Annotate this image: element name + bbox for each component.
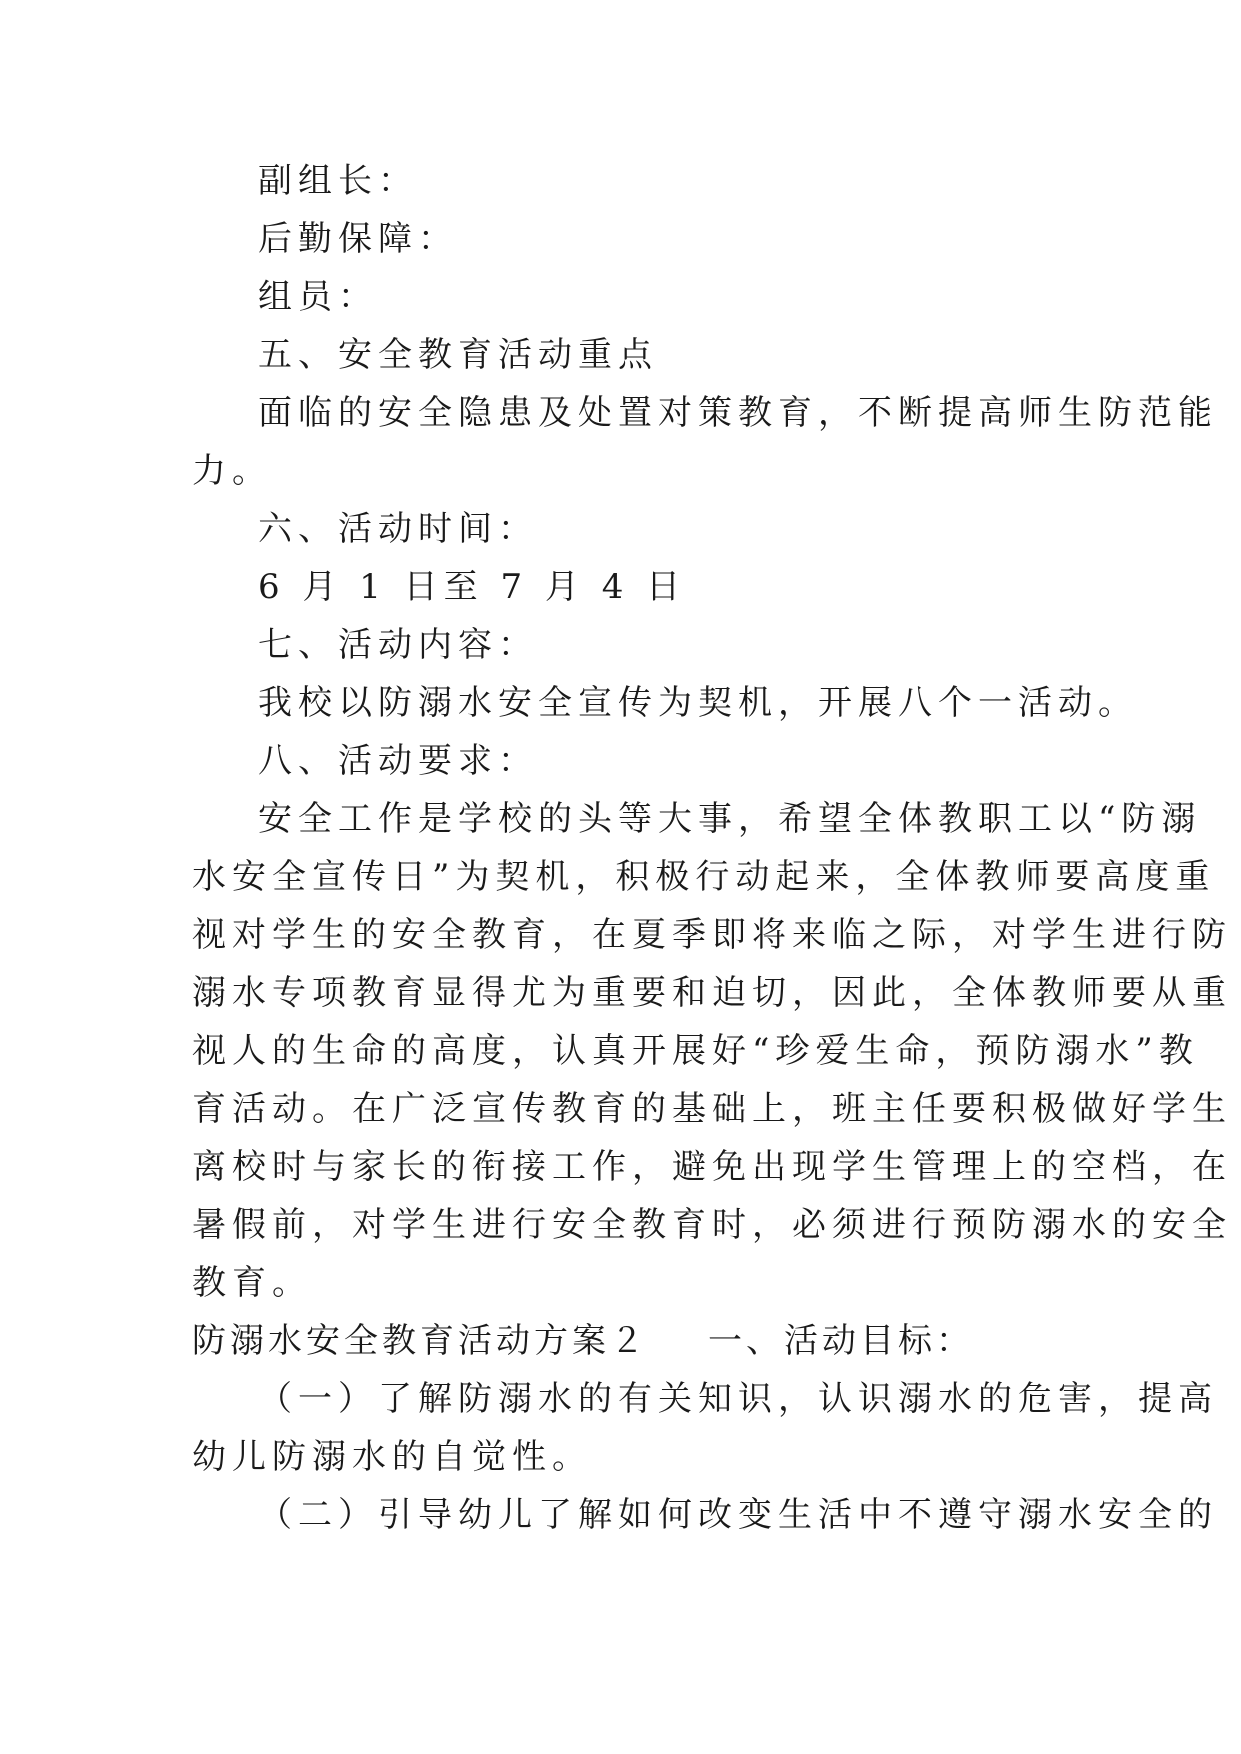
heading-7: 七、活动内容： bbox=[258, 625, 538, 665]
activity-content: 我校以防溺水安全宣传为契机，开展八个一活动。 bbox=[258, 683, 1138, 723]
document-page bbox=[192, 152, 1232, 1544]
requirements-line: 育活动。在广泛宣传教育的基础上，班主任要积极做好学生 bbox=[192, 1089, 1232, 1129]
heading-5: 五、安全教育活动重点 bbox=[258, 335, 658, 375]
focus-line-1: 面临的安全隐患及处置对策教育，不断提高师生防范能 bbox=[258, 393, 1218, 433]
logistics-label: 后勤保障： bbox=[258, 219, 458, 259]
members-label: 组员： bbox=[258, 277, 378, 317]
section-2-title-row bbox=[192, 1312, 1052, 1370]
requirements-line: 视对学生的安全教育，在夏季即将来临之际，对学生进行防 bbox=[192, 915, 1232, 955]
requirements-line: 暑假前，对学生进行安全教育时，必须进行预防溺水的安全 bbox=[192, 1205, 1232, 1245]
section-2-title: 防溺水安全教育活动方案２ bbox=[192, 1321, 648, 1361]
goal-2-line-1: （二）引导幼儿了解如何改变生活中不遵守溺水安全的 bbox=[258, 1495, 1218, 1535]
section-2-heading-1: 一、活动目标： bbox=[708, 1321, 974, 1361]
focus-line-2: 力。 bbox=[192, 451, 272, 491]
heading-6: 六、活动时间： bbox=[258, 509, 538, 549]
requirements-line: 水安全宣传日”为契机，积极行动起来，全体教师要高度重 bbox=[192, 857, 1216, 897]
vice-leader-label: 副组长： bbox=[258, 161, 418, 201]
requirements-line: 教育。 bbox=[192, 1263, 312, 1303]
activity-time: 6 月 1 日至 7 月 4 日 bbox=[258, 567, 687, 607]
goal-1-line-2: 幼儿防溺水的自觉性。 bbox=[192, 1437, 592, 1477]
requirements-line: 离校时与家长的衔接工作，避免出现学生管理上的空档，在 bbox=[192, 1147, 1232, 1187]
goal-1-line-1: （一）了解防溺水的有关知识，认识溺水的危害，提高 bbox=[258, 1379, 1218, 1419]
requirements-line: 溺水专项教育显得尤为重要和迫切，因此，全体教师要从重 bbox=[192, 973, 1232, 1013]
requirements-line: 视人的生命的高度，认真开展好“珍爱生命，预防溺水”教 bbox=[192, 1031, 1199, 1071]
heading-8: 八、活动要求： bbox=[258, 741, 538, 781]
requirements-line: 安全工作是学校的头等大事，希望全体教职工以“防溺 bbox=[258, 799, 1202, 839]
